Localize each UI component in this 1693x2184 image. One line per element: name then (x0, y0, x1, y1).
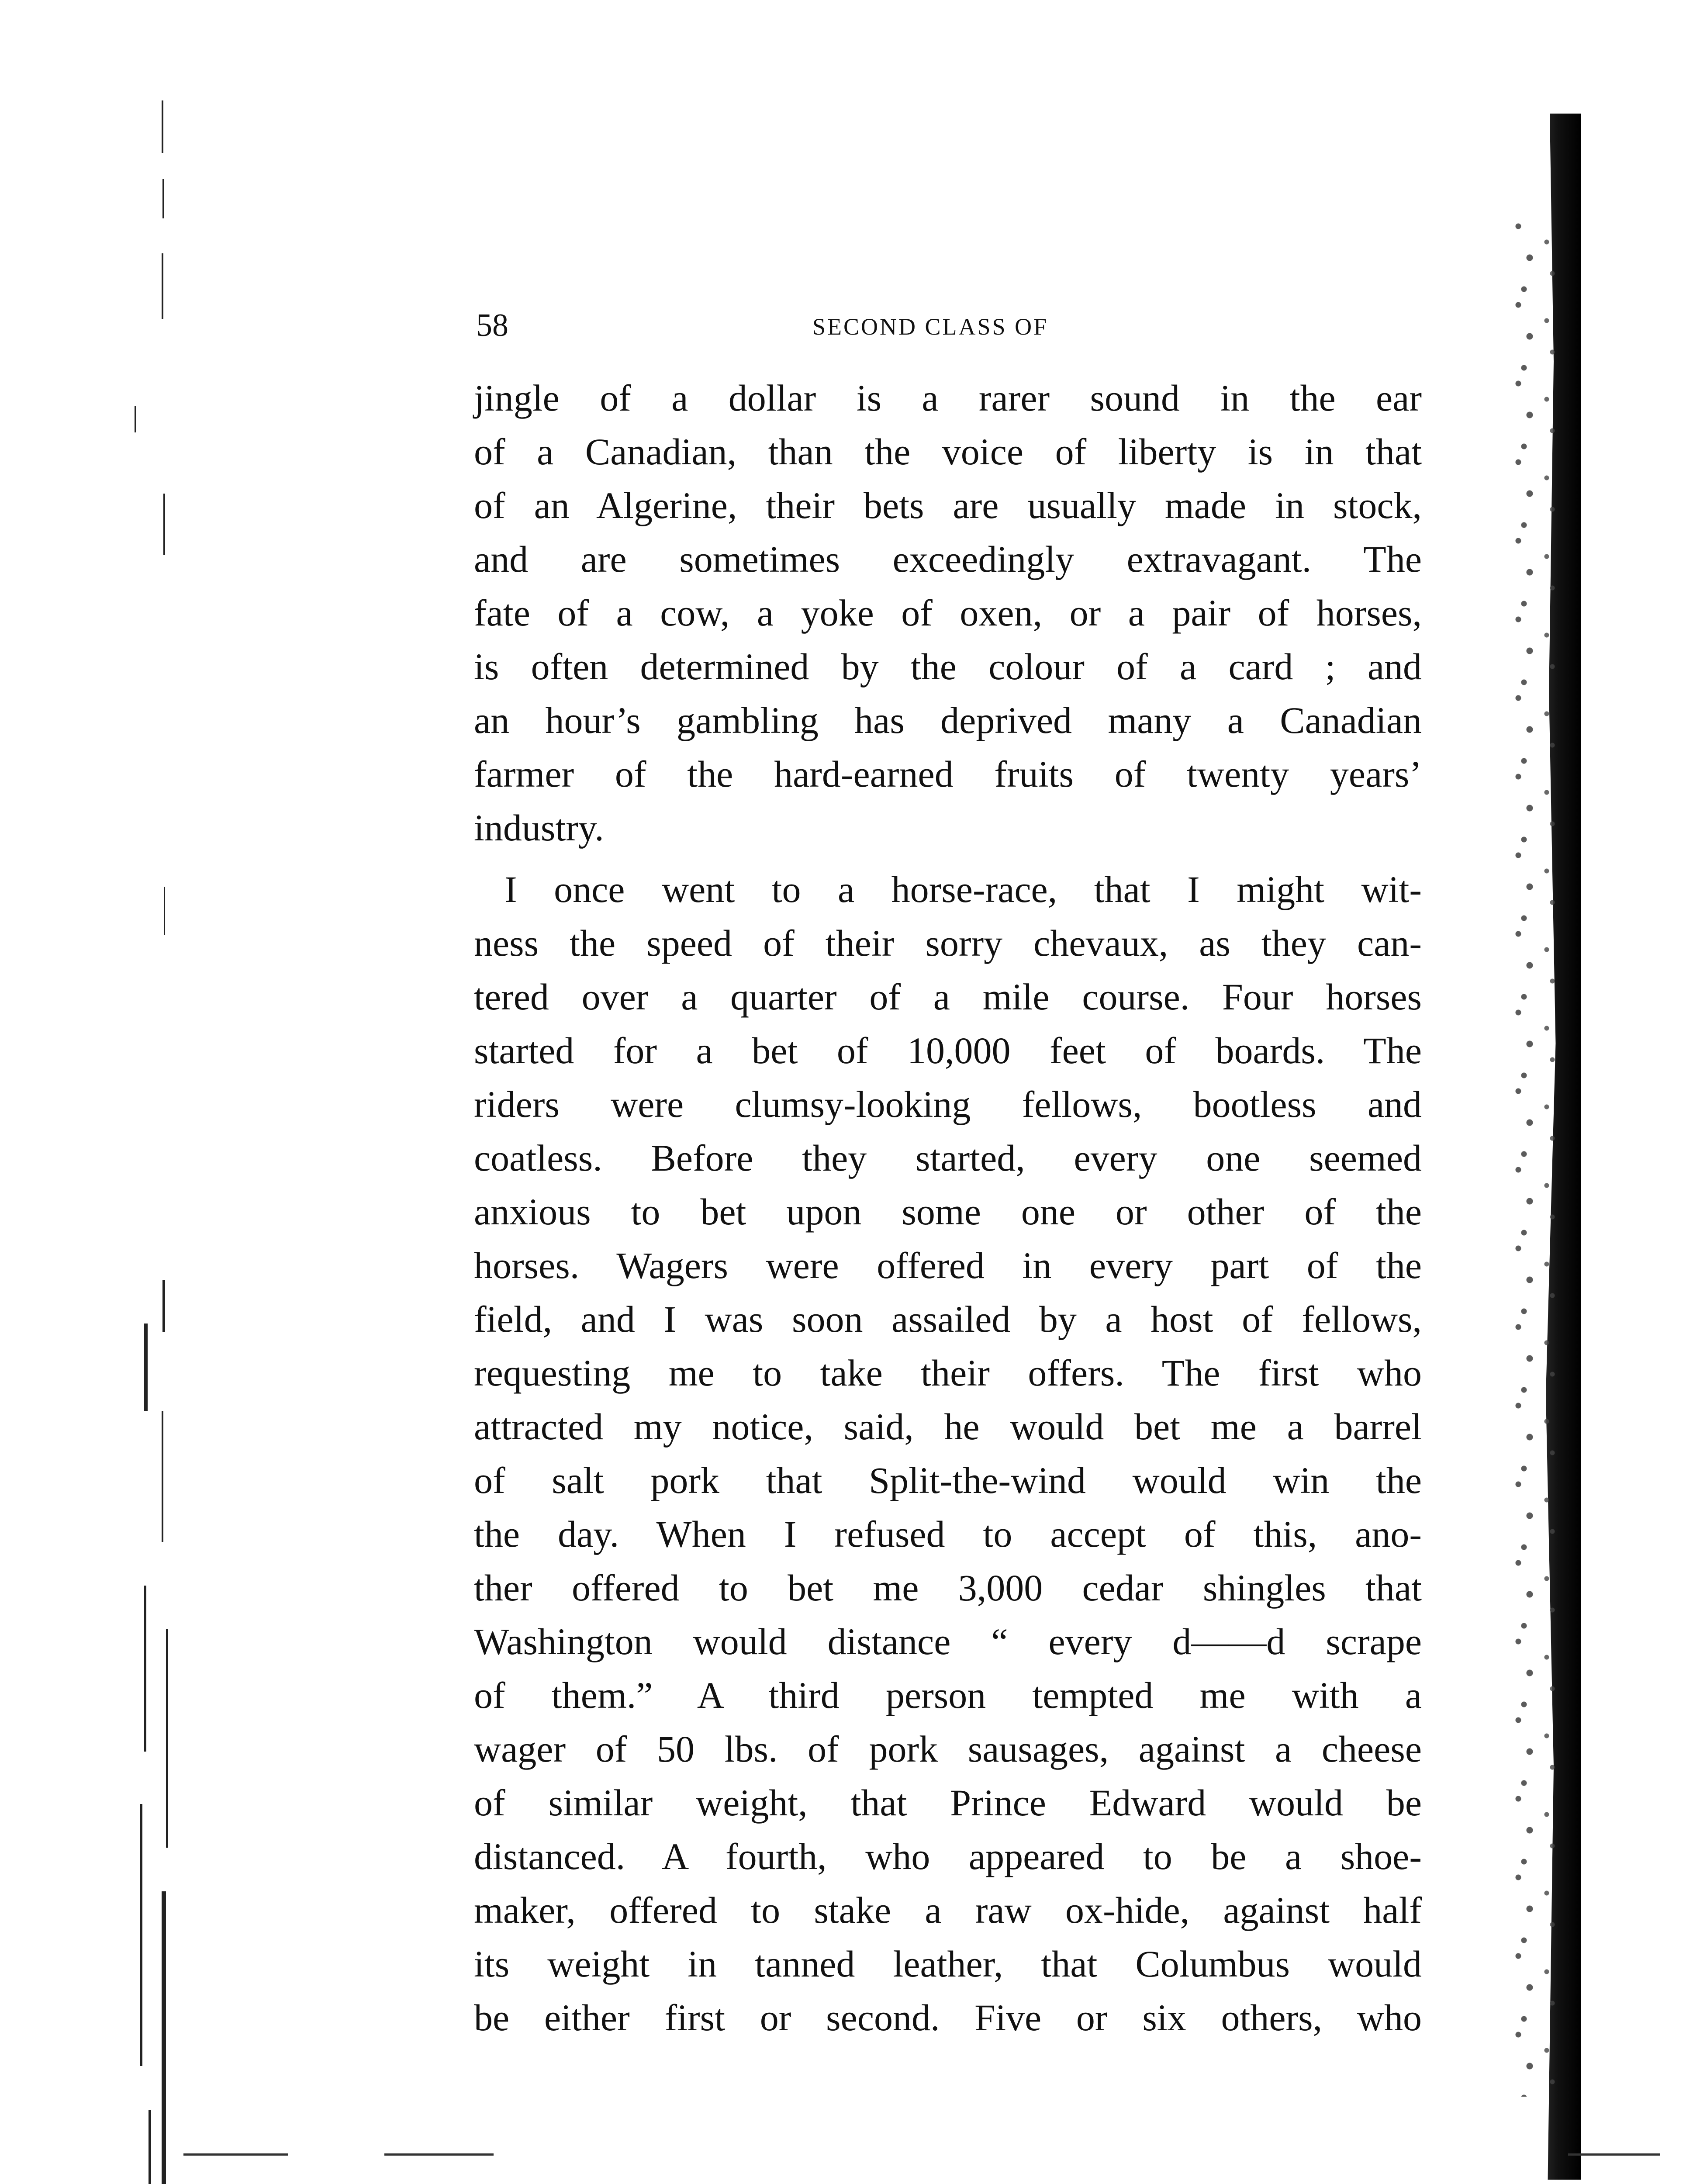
text-line: and are sometimes exceedingly extravagant. The (474, 538, 1422, 580)
text-line: field, and I was soon assailed by a host of fellows, (474, 1298, 1422, 1340)
text-line: ness the speed of their sorry chevaux, as they can- (474, 922, 1422, 964)
paragraph-gap (474, 855, 1422, 863)
text-line: be either first or second. Five or six others, who (474, 1997, 1422, 2039)
text-line: attracted my notice, said, he would bet me a barrel (474, 1406, 1422, 1448)
text-line: anxious to bet upon some one or other of the (474, 1191, 1422, 1233)
text-line: started for a bet of 10,000 feet of boards. The (474, 1030, 1422, 1071)
text-line: the day. When I refused to accept of this, ano- (474, 1513, 1422, 1555)
text-line: I once went to a horse-race, that I might wit- (504, 868, 1422, 910)
text-line: jingle of a dollar is a rarer sound in the ear (474, 377, 1422, 419)
text-line: of an Algerine, their bets are usually made in stock, (474, 484, 1422, 526)
text-line: of them.” A third person tempted me with a (474, 1674, 1422, 1716)
left-binding-edge (131, 100, 201, 2022)
bottom-scan-rule-left (183, 2153, 288, 2156)
page-number: 58 (476, 308, 508, 343)
right-edge-speckle (1507, 218, 1564, 2097)
text-line: tered over a quarter of a mile course. Four horses (474, 976, 1422, 1018)
text-line: industry. (474, 807, 604, 849)
bottom-scan-rule-mid (384, 2153, 494, 2156)
paragraph-2 (474, 863, 1422, 2045)
page-header (476, 301, 1424, 354)
text-line: riders were clumsy-looking fellows, bootless and (474, 1083, 1422, 1125)
body-text (474, 371, 1422, 2045)
text-line: an hour’s gambling has deprived many a Canadian (474, 699, 1422, 741)
text-line: ther offered to bet me 3,000 cedar shingles that (474, 1567, 1422, 1609)
paragraph-1 (474, 371, 1422, 855)
text-line: its weight in tanned leather, that Columbus would (474, 1943, 1422, 1985)
text-line: fate of a cow, a yoke of oxen, or a pair of horses, (474, 592, 1422, 634)
text-line: is often determined by the colour of a card ; and (474, 646, 1422, 688)
text-line: coatless. Before they started, every one seemed (474, 1137, 1422, 1179)
text-line: maker, offered to stake a raw ox-hide, against half (474, 1889, 1422, 1931)
text-line: distanced. A fourth, who appeared to be a shoe- (474, 1835, 1422, 1877)
text-line: of a Canadian, than the voice of liberty is in that (474, 431, 1422, 473)
text-line: requesting me to take their offers. The first who (474, 1352, 1422, 1394)
text-line: farmer of the hard-earned fruits of twenty years’ (474, 753, 1422, 795)
running-head: SECOND CLASS OF (812, 314, 1049, 340)
text-line: wager of 50 lbs. of pork sausages, against a cheese (474, 1728, 1422, 1770)
text-line: horses. Wagers were offered in every part of the (474, 1244, 1422, 1286)
text-line: Washington would distance “ every d——d scrape (474, 1621, 1422, 1662)
bottom-scan-rule-right (1568, 2153, 1660, 2156)
text-line: of salt pork that Split-the-wind would win the (474, 1459, 1422, 1501)
text-line: of similar weight, that Prince Edward would be (474, 1782, 1422, 1824)
